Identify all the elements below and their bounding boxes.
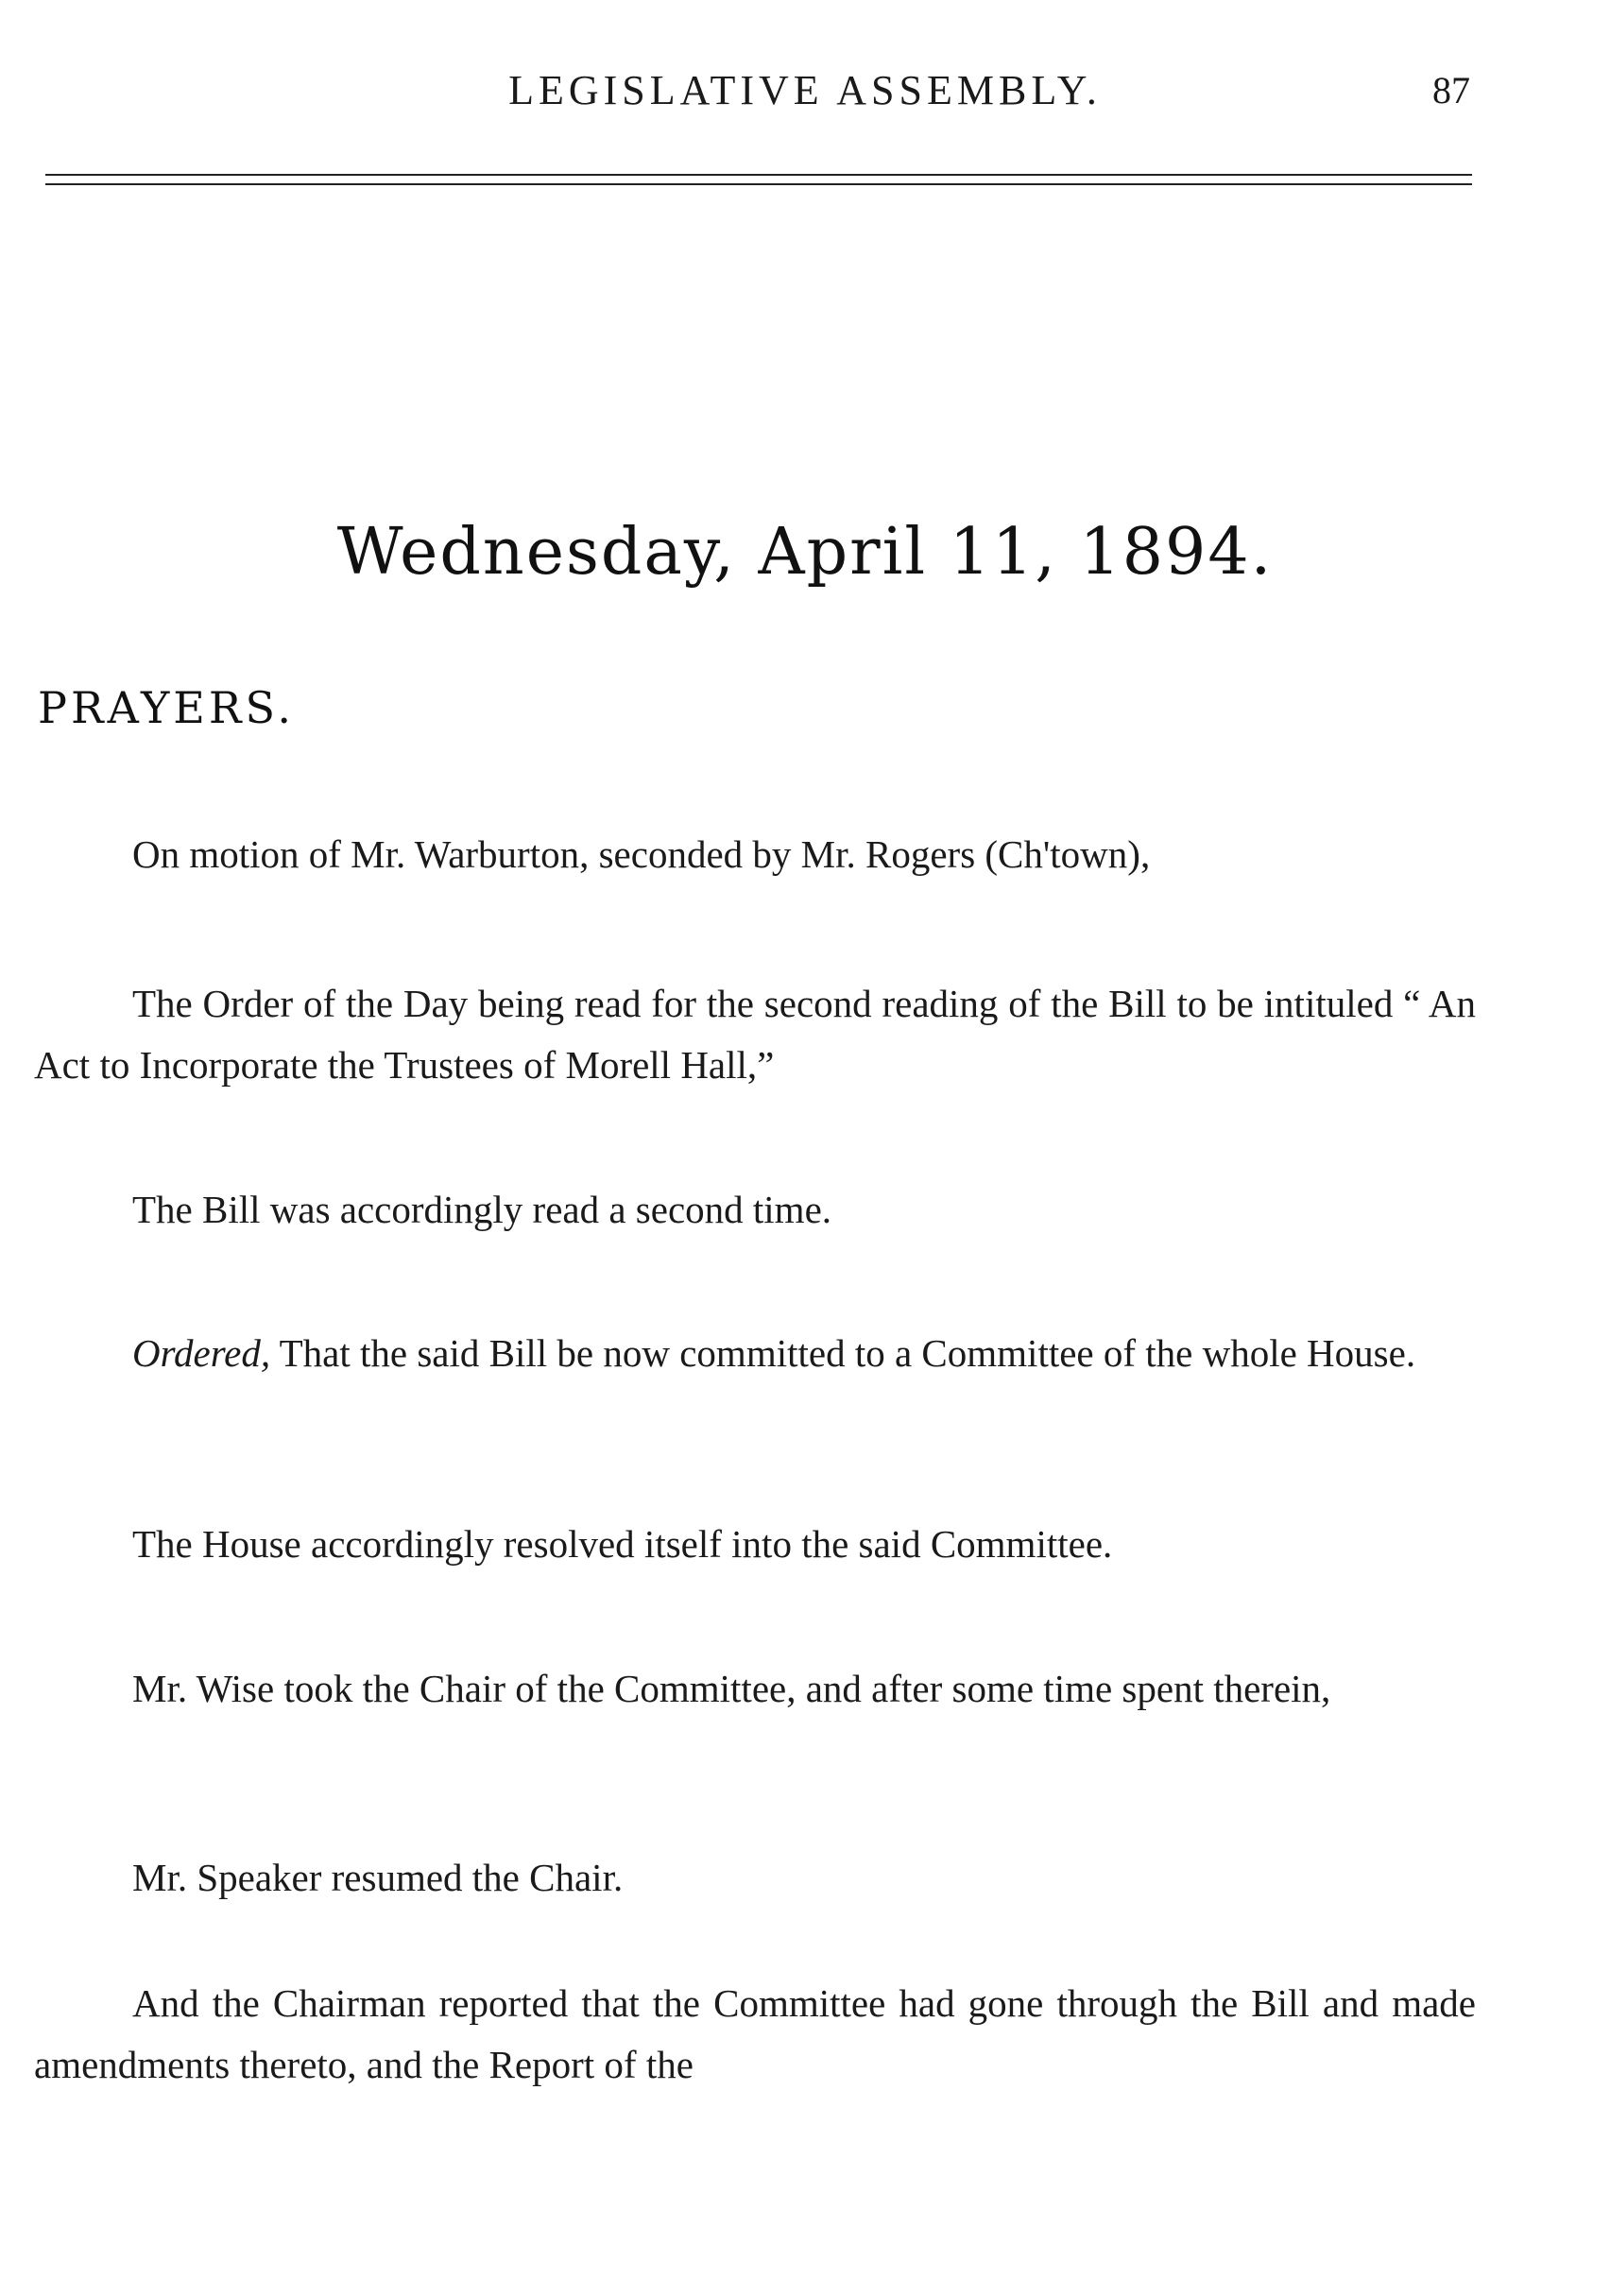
header-rule-top <box>45 174 1472 176</box>
date-heading: Wednesday, April 11, 1894. <box>336 515 1274 590</box>
paragraph-text: The Bill was accordingly read a second time. <box>132 1188 832 1231</box>
paragraph-text: On motion of Mr. Warburton, seconded by Mr. Rogers (Ch'town), <box>132 832 1151 876</box>
paragraph-second-reading <box>34 1179 1476 1241</box>
paragraph-chairman-reported <box>34 1973 1476 2096</box>
running-title: LEGISLATIVE ASSEMBLY. <box>508 67 1102 113</box>
paragraph-order-of-day <box>34 973 1476 1096</box>
header-rule-bottom <box>45 183 1472 185</box>
paragraph-text: That the said Bill be now committed to a Committee of the whole House. <box>270 1331 1416 1375</box>
paragraph-text: The Order of the Day being read for the second reading of the Bill to be intituled “ An Act to Incorporate the Trustees of Morell Hall,” <box>34 982 1476 1087</box>
paragraph-text: Mr. Wise took the Chair of the Committee, and after some time spent therein, <box>132 1667 1331 1710</box>
paragraph-ordered <box>34 1323 1476 1384</box>
page-number: 87 <box>1432 69 1470 111</box>
paragraph-text: And the Chairman reported that the Committee had gone through the Bill and made amendments thereto, and the Report of the <box>34 1981 1476 2086</box>
paragraph-house-resolved <box>34 1514 1476 1575</box>
paragraph-wise-chair <box>34 1658 1476 1720</box>
ordered-lead: Ordered, <box>132 1331 271 1375</box>
paragraph-speaker-resumed <box>34 1847 1476 1909</box>
page-header <box>0 66 1610 123</box>
paragraph-motion <box>34 824 1476 885</box>
paragraph-text: Mr. Speaker resumed the Chair. <box>132 1856 624 1899</box>
paragraph-text: The House accordingly resolved itself into the said Committee. <box>132 1522 1113 1566</box>
section-heading: PRAYERS. <box>38 682 296 733</box>
